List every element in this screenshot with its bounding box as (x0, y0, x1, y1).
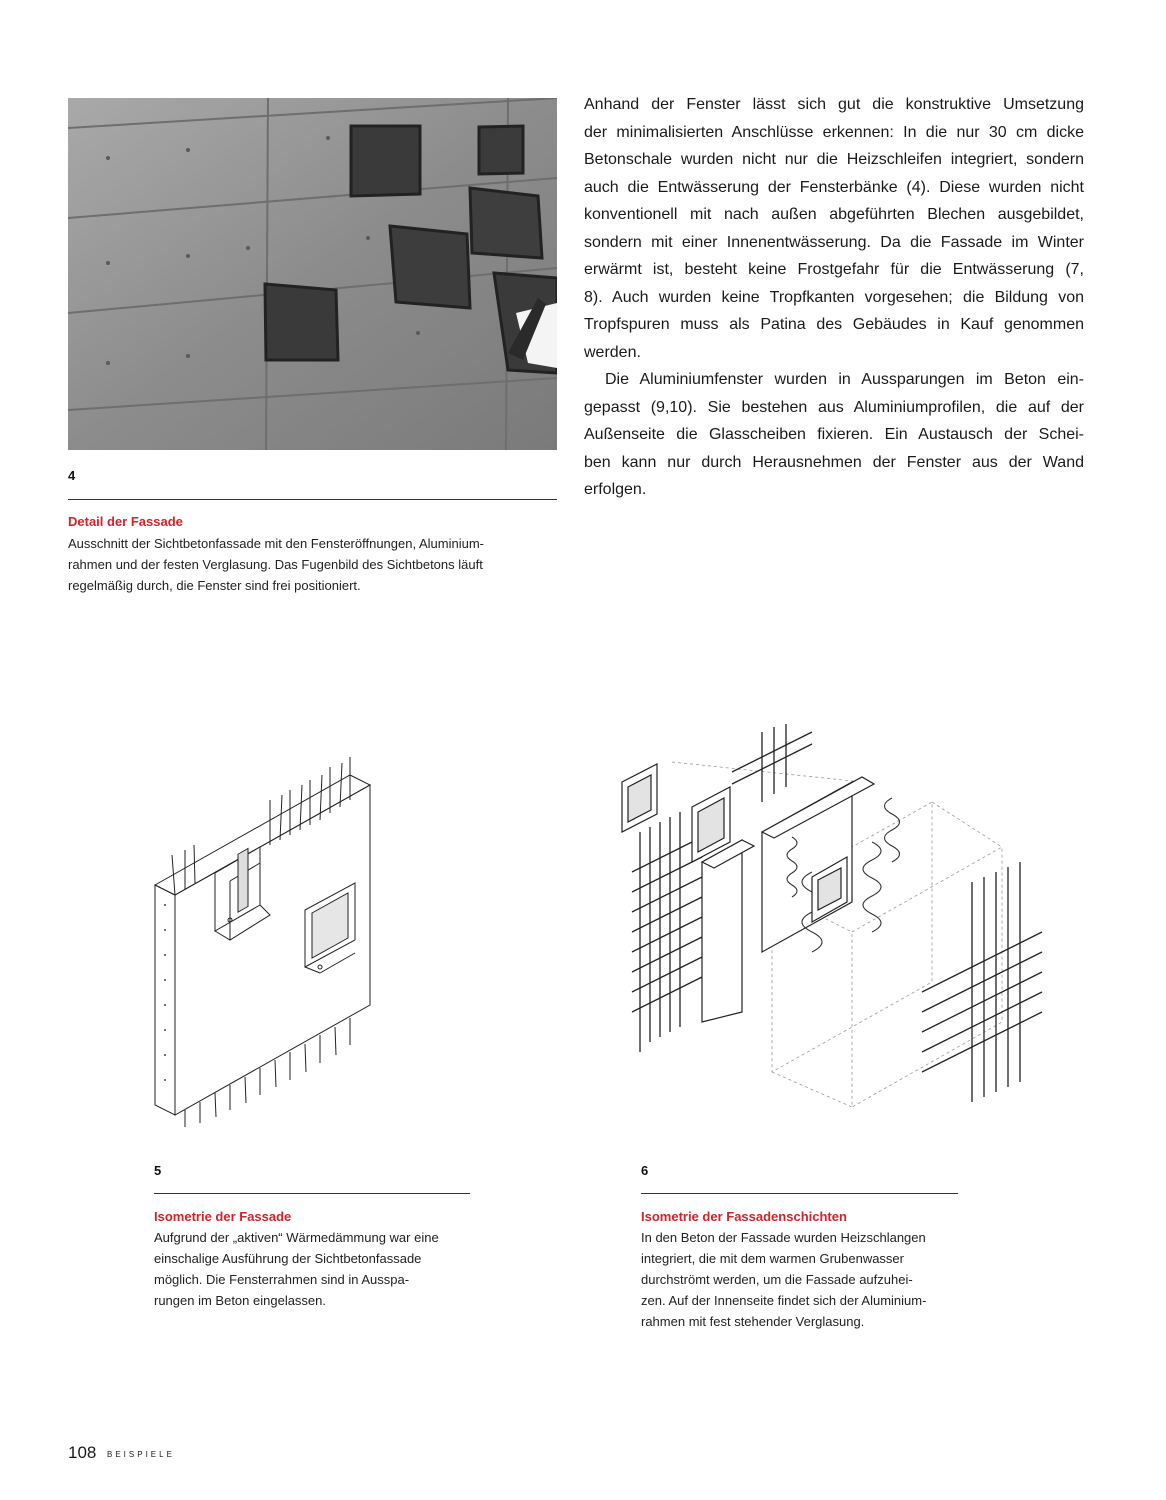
figure-4-caption (68, 533, 484, 596)
body-line: werden. (584, 343, 641, 361)
caption-line: rahmen und der festen Verglasung. Das Fugenbild des Sichtbetons läuft (68, 557, 483, 572)
figure-5-number: 5 (154, 1163, 162, 1178)
body-line: gepasst (9,10). Sie bestehen aus Aluminiumprofilen, die auf der (584, 398, 1084, 416)
section-label: BEISPIELE (107, 1450, 175, 1459)
caption-line: möglich. Die Fensterrahmen sind in Ausspa- (154, 1272, 410, 1287)
body-line: ben kann nur durch Herausnehmen der Fenster aus der Wand (584, 453, 1084, 471)
caption-line: durchströmt werden, um die Fassade aufzuhei- (641, 1272, 913, 1287)
caption-line: einschalige Ausführung der Sichtbetonfassade (154, 1251, 422, 1266)
body-line: Außenseite die Glasscheiben fixieren. Ein Austausch der Schei- (584, 426, 1084, 443)
caption-line: regelmäßig durch, die Fenster sind frei positioniert. (68, 578, 361, 593)
body-line: Betonschale wurden nicht nur die Heizschleifen integriert, sondern (584, 151, 1084, 168)
figure-6-title: Isometrie der Fassadenschichten (641, 1209, 847, 1224)
body-line: sondern mit einer Innenentwässerung. Da die Fassade im Winter (584, 233, 1084, 251)
figure-5-caption (154, 1227, 439, 1311)
figure-6-rule (641, 1193, 958, 1194)
figure-4-title: Detail der Fassade (68, 514, 183, 529)
body-line: auch die Entwässerung der Fensterbänke (4). Diese wurden nicht (584, 178, 1084, 196)
figure-6-caption (641, 1227, 926, 1332)
caption-line: zen. Auf der Innenseite findet sich der Aluminium- (641, 1293, 927, 1308)
figure-4-number: 4 (68, 468, 76, 483)
page-number: 108 (68, 1443, 97, 1462)
body-line: konventionell mit nach außen abgeführten Blechen ausgebildet, (584, 206, 1084, 223)
figure-5-title: Isometrie der Fassade (154, 1209, 292, 1224)
caption-line: Ausschnitt der Sichtbetonfassade mit den Fensteröffnungen, Aluminium- (68, 536, 484, 551)
caption-line: integriert, die mit dem warmen Grubenwasser (641, 1251, 904, 1266)
figure-6-number: 6 (641, 1163, 649, 1178)
body-line: Die Aluminiumfenster wurden in Aussparungen im Beton ein- (605, 371, 1084, 388)
body-line: Anhand der Fenster lässt sich gut die konstruktive Umsetzung (584, 96, 1084, 113)
body-line: 8). Auch wurden keine Tropfkanten vorgesehen; die Bildung von (584, 288, 1084, 306)
figure-5-rule (154, 1193, 470, 1194)
caption-line: rahmen mit fest stehender Verglasung. (641, 1314, 865, 1329)
facade-layers-isometric-drawing (612, 722, 1044, 1132)
body-line: der minimalisierten Anschlüsse erkennen: In die nur 30 cm dicke (584, 123, 1084, 141)
body-line: erfolgen. (584, 481, 647, 498)
body-line: Tropfspuren muss als Patina des Gebäudes in Kauf genommen (584, 316, 1084, 333)
facade-photo (68, 98, 557, 450)
figure-4-rule (68, 499, 557, 500)
body-text (584, 91, 1084, 504)
body-line: erwärmt ist, besteht keine Frostgefahr für die Entwässerung (7, (584, 261, 1084, 278)
facade-isometric-drawing (150, 755, 380, 1130)
caption-line: Aufgrund der „aktiven“ Wärmedämmung war eine (154, 1230, 439, 1245)
caption-line: In den Beton der Fassade wurden Heizschlangen (641, 1230, 926, 1245)
caption-line: rungen im Beton eingelassen. (154, 1293, 327, 1308)
